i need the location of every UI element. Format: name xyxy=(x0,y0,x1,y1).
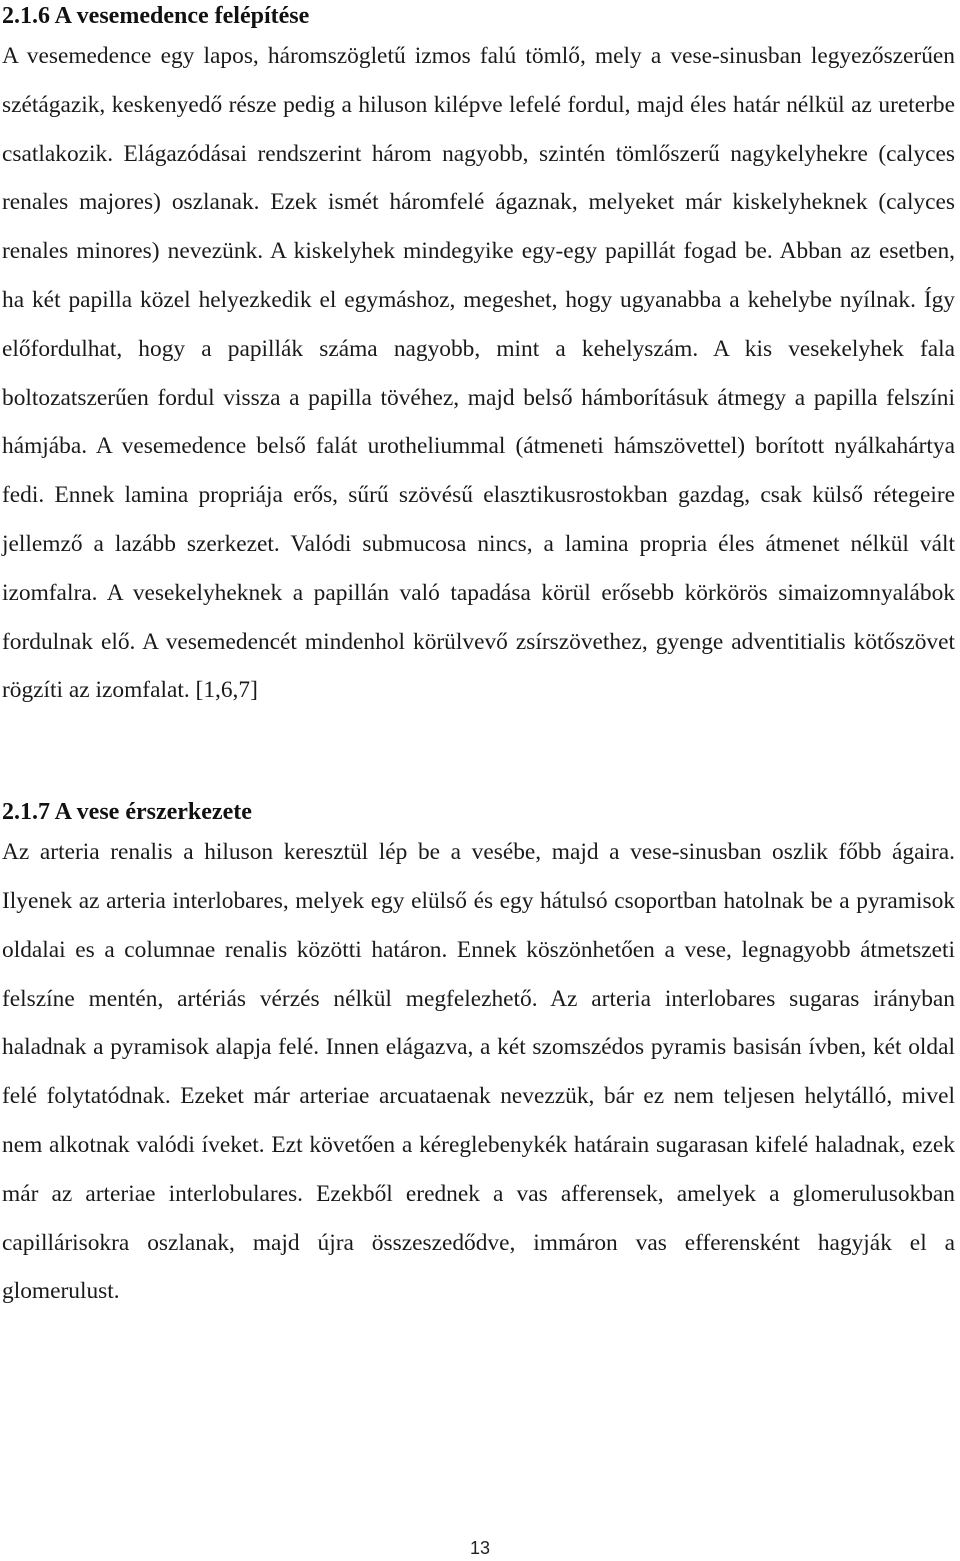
section-heading-vese-erszerkezete: 2.1.7 A vese érszerkezete xyxy=(2,799,252,826)
section-paragraph-vesemedence: A vesemedence egy lapos, háromszögletű izmos falú tömlő, mely a vese-sinusban legyezőszerűen szétágazik, keskenyedő része pedig a hiluson kilépve lefelé fordul, majd éles határ nélkül az ureterbe csatlakozik. Elágazódásai rendszerint három nagyobb, szintén tömlőszerű nagykelyhekre (calyces renales majores) oszlanak. Ezek ismét háromfelé ágaznak, melyeket már kiskelyheknek (calyces renales minores) nevezünk. A kiskelyhek mindegyike egy-egy papillát fogad be. Abban az esetben, ha két papilla közel helyezkedik el egymáshoz, megeshet, hogy ugyanabba a kehelybe nyílnak. Így előfordulhat, hogy a papillák száma nagyobb, mint a kehelyszám. A kis vesekelyhek fala boltozatszerűen fordul vissza a papilla tövéhez, majd belső hámborításuk átmegy a papilla felszíni hámjába. A vesemedence belső falát urotheliummal (átmeneti hámszövettel) borított nyálkahártya fedi. Ennek lamina propriája erős, sűrű szövésű elasztikusrostokban gazdag, csak külső rétegeire jellemző a lazább szerkezet. Valódi submucosa nincs, a lamina propria éles átmenet nélkül vált izomfalra. A vesekelyheknek a papillán való tapadása körül erősebb körkörös simaizomnyalábok fordulnak elő. A vesemedencét mindenhol körülvevő zsírszövethez, gyenge adventitialis kötőszövet rögzíti az izomfalat. [1,6,7] xyxy=(2,43,955,704)
document-page xyxy=(2,0,955,1316)
section-paragraph-vese-erszerkezete: Az arteria renalis a hiluson keresztül lép be a vesébe, majd a vese-sinusban oszlik főbb ágaira. Ilyenek az arteria interlobares, melyek egy elülső és egy hátulsó csoportban hatolnak be a pyramisok oldalai es a columnae renalis közötti határon. Ennek köszönhetően a vese, legnagyobb átmetszeti felszíne mentén, artériás vérzés nélkül megfelezhető. Az arteria interlobares sugaras irányban haladnak a pyramisok alapja felé. Innen elágazva, a két szomszédos pyramis basisán ívben, két oldal felé folytatódnak. Ezeket már arteriae arcuataenak nevezzük, bár ez nem teljesen helytálló, mivel nem alkotnak valódi íveket. Ezt követően a kéreglebenykék határain sugarasan kifelé haladnak, ezek már az arteriae interlobulares. Ezekből erednek a vas afferensek, amelyek a glomerulusokban capillárisokra oszlanak, majd újra összeszedődve, immáron vas efferensként hagyják el a glomerulust. xyxy=(2,839,955,1305)
section-heading-vesemedence: 2.1.6 A vesemedence felépítése xyxy=(2,3,310,29)
page-number: 13 xyxy=(469,1538,491,1558)
